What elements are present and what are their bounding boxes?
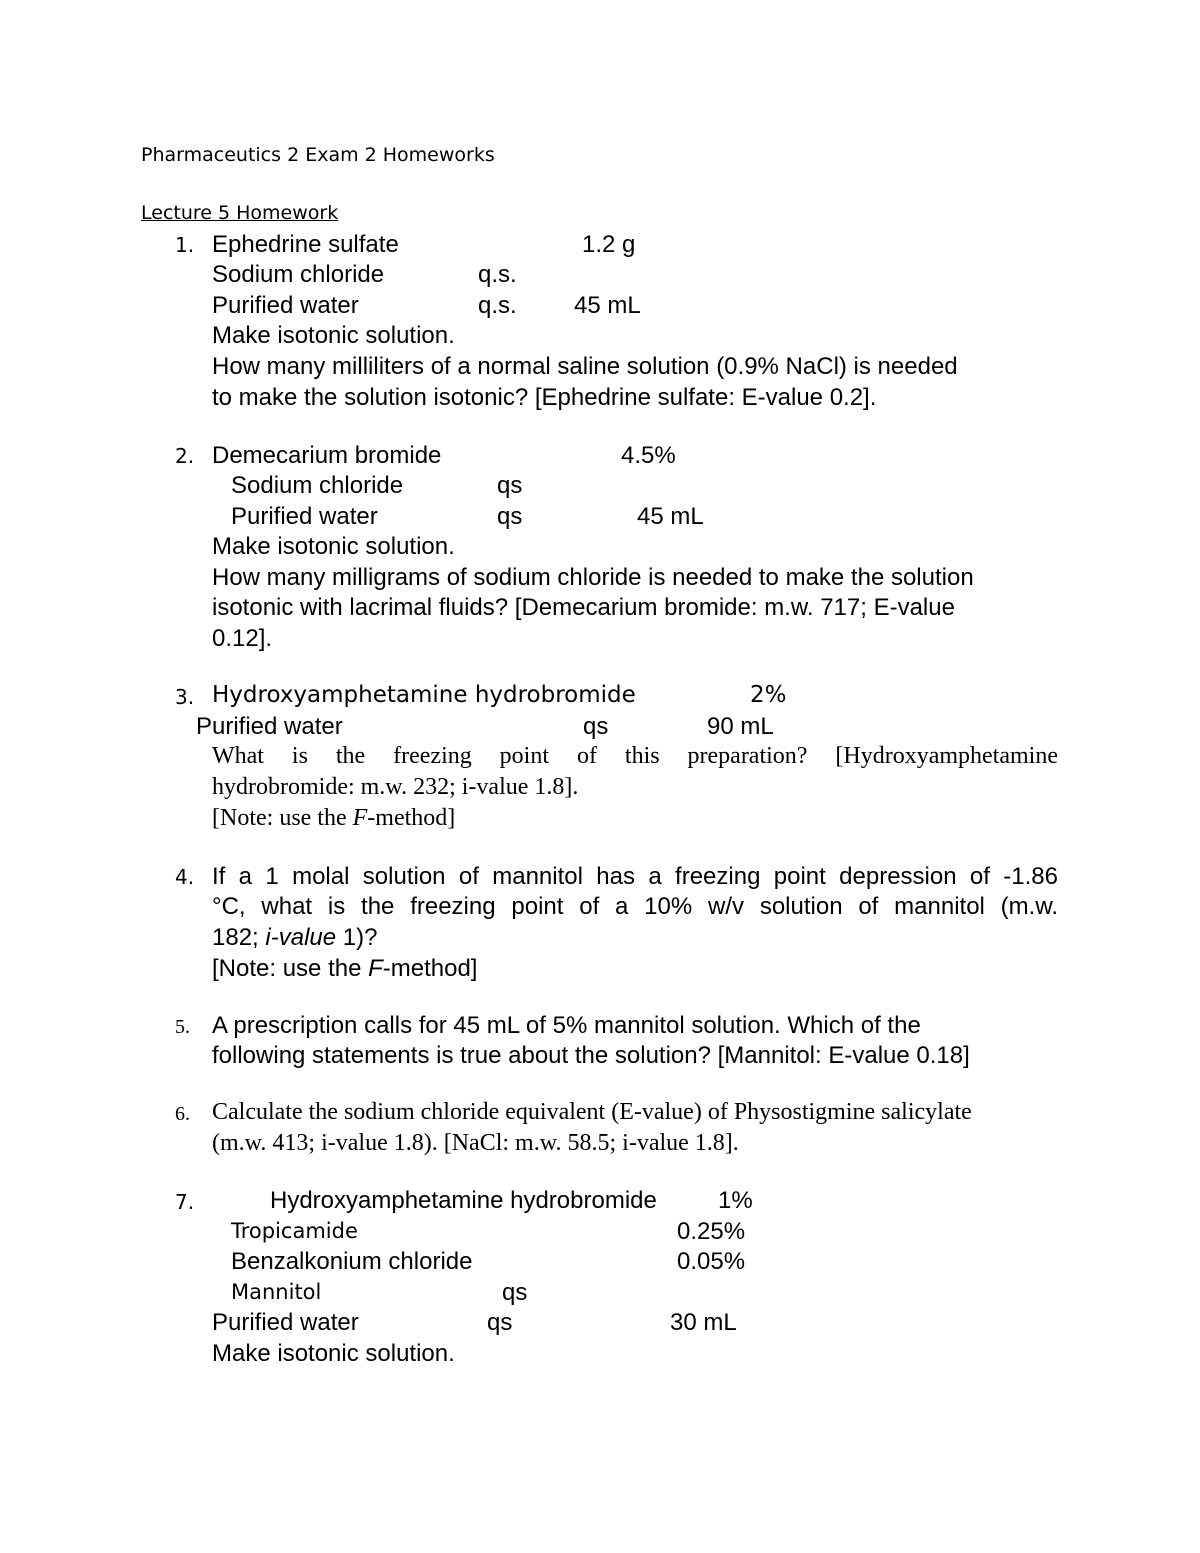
question-number: 2.	[175, 444, 195, 468]
instruction: Make isotonic solution.	[212, 1340, 455, 1367]
question-text: If a 1 molal solution of mannitol has a freezing point depression of -1.86	[212, 863, 1058, 890]
ingredient-amount: 0.05%	[677, 1248, 746, 1275]
question-text: What is the freezing point of this preparation? [Hydroxyamphetamine	[212, 743, 1058, 769]
ingredient-name: Sodium chloride	[212, 261, 385, 288]
ingredient-name: Hydroxyamphetamine hydrobromide	[212, 682, 636, 708]
question-number: 1.	[175, 233, 195, 257]
question-text: (m.w. 413; i-value 1.8). [NaCl: m.w. 58.5; i-value 1.8].	[212, 1130, 739, 1156]
ingredient-qs: qs	[497, 472, 523, 499]
ingredient-name: Demecarium bromide	[212, 442, 442, 469]
ingredient-amount: 2%	[750, 682, 787, 708]
question-text: How many milligrams of sodium chloride is needed to make the solution	[212, 564, 974, 591]
ingredient-amount: 90 mL	[707, 713, 774, 740]
ingredient-name: Hydroxyamphetamine hydrobromide	[270, 1187, 657, 1214]
question-text: How many milliliters of a normal saline solution (0.9% NaCl) is needed	[212, 353, 958, 380]
question-number: 5.	[175, 1016, 190, 1038]
ingredient-name: Sodium chloride	[231, 472, 404, 499]
document-title: Pharmaceutics 2 Exam 2 Homeworks	[141, 144, 495, 166]
ingredient-amount: 30 mL	[670, 1309, 737, 1336]
ingredient-amount: 1%	[718, 1187, 753, 1214]
ingredient-name: Benzalkonium chloride	[231, 1248, 473, 1275]
question-number: 4.	[175, 865, 195, 889]
ingredient-qs: qs	[497, 503, 523, 530]
ingredient-qs: q.s.	[478, 292, 517, 319]
ingredient-amount: 1.2 g	[582, 231, 636, 258]
note-italic: F	[352, 805, 368, 831]
ingredient-qs: qs	[487, 1309, 513, 1336]
ingredient-qs: qs	[502, 1279, 528, 1306]
ingredient-name: Purified water	[212, 1309, 359, 1336]
text-italic: i-value	[265, 924, 337, 951]
question-note	[212, 955, 477, 983]
question-text: to make the solution isotonic? [Ephedrine sulfate: E-value 0.2].	[212, 384, 877, 411]
ingredient-name: Mannitol	[231, 1280, 322, 1304]
question-text: °C, what is the freezing point of a 10% w/v solution of mannitol (m.w.	[212, 893, 1058, 920]
question-text: following statements is true about the solution? [Mannitol: E-value 0.18]	[212, 1042, 970, 1069]
question-text: hydrobromide: m.w. 232; i-value 1.8].	[212, 774, 579, 800]
question-text: 0.12].	[212, 625, 273, 652]
ingredient-name: Purified water	[212, 292, 359, 319]
question-text: Calculate the sodium chloride equivalent (E-value) of Physostigmine salicylate	[212, 1099, 972, 1125]
note-text: -method]	[367, 805, 456, 831]
ingredient-name: Ephedrine sulfate	[212, 231, 399, 258]
question-number: 6.	[175, 1103, 190, 1125]
ingredient-qs: q.s.	[478, 261, 517, 288]
text-part: 182;	[212, 924, 266, 951]
question-text: isotonic with lacrimal fluids? [Demecarium bromide: m.w. 717; E-value	[212, 594, 955, 621]
note-text: [Note: use the	[212, 805, 353, 831]
note-text: [Note: use the	[212, 955, 369, 982]
text-part: 1)?	[336, 924, 378, 951]
question-note	[212, 805, 455, 832]
ingredient-amount: 45 mL	[637, 503, 704, 530]
ingredient-qs: qs	[583, 713, 609, 740]
instruction: Make isotonic solution.	[212, 533, 455, 560]
question-text: A prescription calls for 45 mL of 5% mannitol solution. Which of the	[212, 1012, 921, 1039]
question-number: 7.	[175, 1190, 195, 1214]
question-text	[212, 924, 377, 952]
ingredient-amount: 0.25%	[677, 1218, 746, 1245]
note-text: -method]	[382, 955, 478, 982]
ingredient-name: Purified water	[196, 713, 343, 740]
ingredient-amount: 45 mL	[574, 292, 641, 319]
ingredient-name: Tropicamide	[231, 1219, 358, 1243]
instruction: Make isotonic solution.	[212, 322, 455, 349]
ingredient-amount: 4.5%	[621, 442, 676, 469]
note-italic: F	[368, 955, 383, 982]
section-title: Lecture 5 Homework	[141, 202, 339, 224]
ingredient-name: Purified water	[231, 503, 378, 530]
question-number: 3.	[175, 685, 195, 709]
